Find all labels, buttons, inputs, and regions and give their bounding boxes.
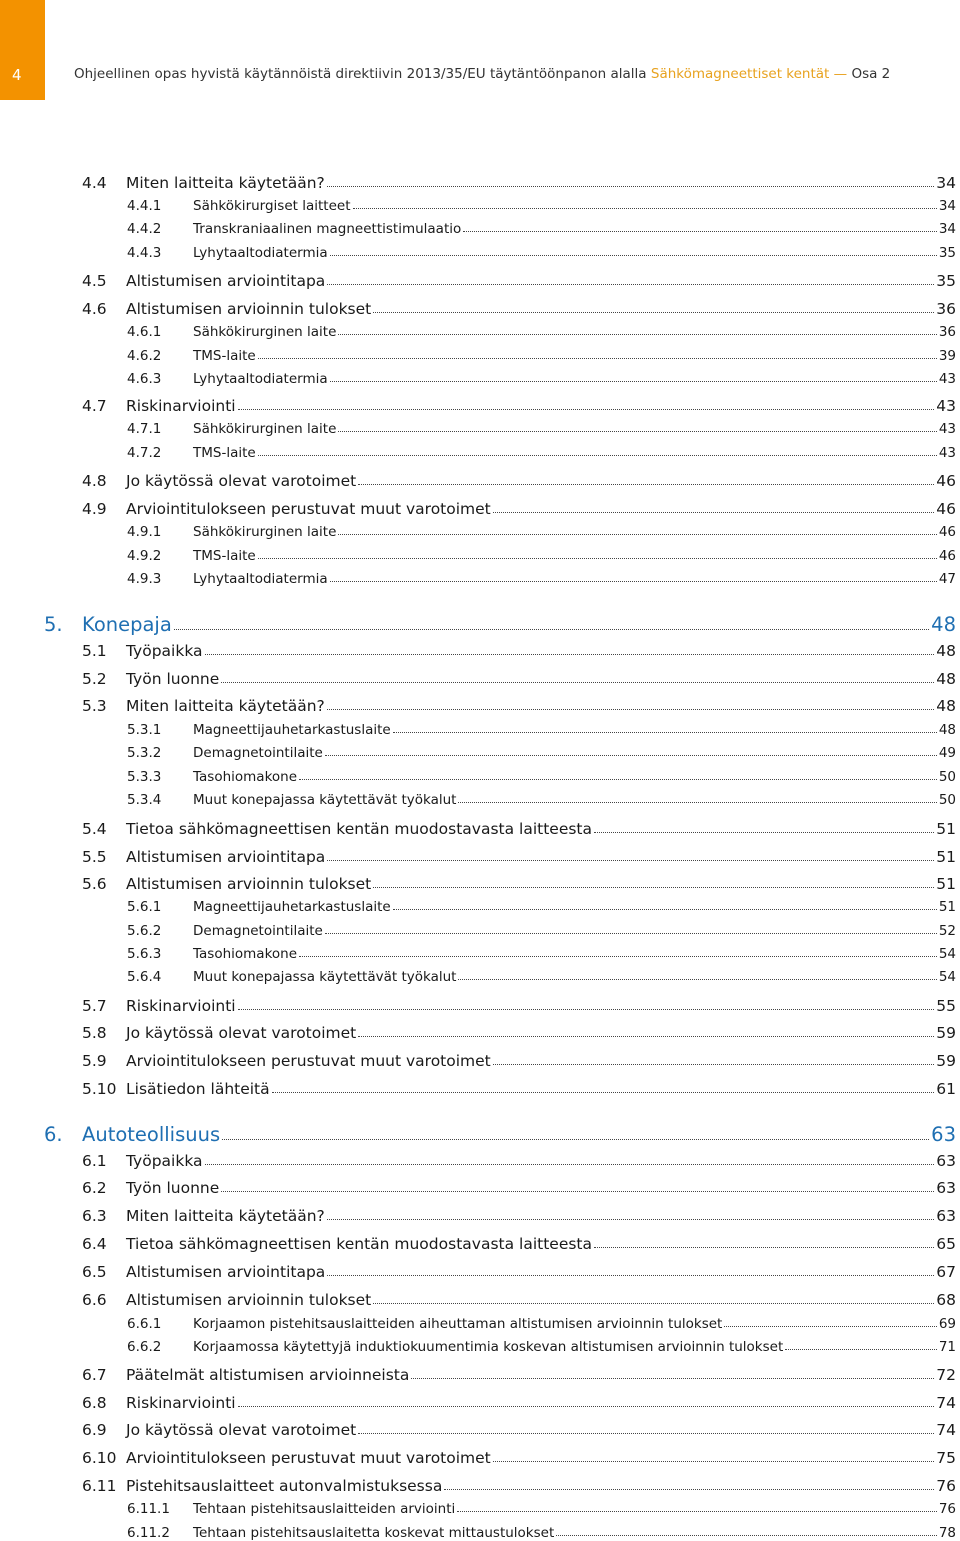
toc-dot-leader [258,556,937,560]
toc-entry[interactable] [82,1207,956,1225]
toc-dot-leader [299,777,937,781]
toc-entry[interactable] [82,875,956,893]
toc-entry-title: Lyhytaaltodiatermia [193,371,328,387]
toc-entry[interactable] [82,1449,956,1467]
toc-entry-number: 5.4 [82,820,107,838]
toc-entry-page: 48 [936,670,956,688]
toc-entry-title: Riskinarviointi [126,997,236,1015]
toc-dot-leader [457,1509,937,1513]
toc-entry[interactable] [127,245,956,261]
toc-entry-page: 51 [936,875,956,893]
toc-dot-leader [594,1244,934,1248]
toc-entry-number: 5.6.1 [127,899,162,915]
toc-entry[interactable] [127,923,956,939]
toc-entry[interactable] [82,1394,956,1412]
toc-dot-leader [258,356,937,360]
toc-entry-title: Jo käytössä olevat varotoimet [126,1421,357,1439]
toc-dot-leader [373,884,934,888]
toc-entry[interactable] [127,445,956,461]
toc-entry-title: Arviointitulokseen perustuvat muut varotoimet [126,1052,491,1070]
toc-entry[interactable] [127,1339,956,1355]
toc-dot-leader [393,907,937,911]
toc-dot-leader [594,829,934,833]
toc-entry-number: 6.5 [82,1263,107,1281]
toc-dot-leader [222,1135,929,1140]
toc-entry-title: Miten laitteita käytetään? [126,174,325,192]
toc-dot-leader [327,1272,934,1276]
toc-entry-title: TMS-laite [193,348,256,364]
toc-entry-page: 75 [936,1449,956,1467]
toc-dot-leader [373,1300,934,1304]
toc-entry[interactable] [82,1152,956,1170]
toc-dot-leader [221,1188,934,1192]
toc-entry[interactable] [127,1501,956,1517]
toc-entry-number: 4.4.3 [127,245,162,261]
toc-dot-leader [299,954,937,958]
toc-entry-number: 6.1 [82,1152,107,1170]
toc-dot-leader [327,1216,934,1220]
toc-entry-page: 63 [936,1179,956,1197]
toc-entry-page: 49 [938,745,956,761]
toc-dot-leader [358,1033,934,1037]
toc-entry-page: 34 [936,174,956,192]
toc-entry[interactable] [82,472,956,490]
toc-dot-leader [411,1375,934,1379]
toc-entry-number: 4.9 [82,500,107,518]
toc-entry-title: Tehtaan pistehitsauslaitteiden arviointi [193,1501,456,1517]
toc-entry-number: 6. [44,1123,63,1146]
toc-entry-title: Lyhytaaltodiatermia [193,245,328,261]
toc-entry-page: 59 [936,1024,956,1042]
toc-entry-number: 5.3.2 [127,745,162,761]
toc-entry-title: Altistumisen arvioinnin tulokset [126,300,372,318]
toc-entry-number: 6.8 [82,1394,107,1412]
page-number: 4 [12,66,22,84]
toc-entry-page: 48 [931,613,956,636]
toc-dot-leader [493,1061,935,1065]
toc-dot-leader [205,651,935,655]
toc-entry-title: Tietoa sähkömagneettisen kentän muodostavasta laitteesta [126,820,593,838]
toc-dot-leader [238,1403,935,1407]
toc-entry-number: 6.6.1 [127,1316,162,1332]
toc-dot-leader [338,332,936,336]
toc-dot-leader [325,931,937,935]
toc-entry-number: 6.3 [82,1207,107,1225]
toc-entry[interactable] [127,548,956,564]
toc-entry-title: Altistumisen arviointitapa [126,1263,326,1281]
toc-entry[interactable] [127,745,956,761]
toc-dot-leader [221,679,934,683]
toc-entry[interactable] [127,1525,956,1541]
toc-entry[interactable] [127,221,956,237]
toc-entry-title: Lyhytaaltodiatermia [193,571,328,587]
toc-entry-page: 34 [938,221,956,237]
toc-entry-page: 51 [936,848,956,866]
toc-entry-title: TMS-laite [193,445,256,461]
toc-entry-page: 51 [936,820,956,838]
toc-entry[interactable] [82,820,956,838]
toc-entry-page: 51 [938,899,956,915]
toc-entry-page: 48 [936,697,956,715]
toc-entry-title: Autoteollisuus [82,1123,221,1146]
toc-entry[interactable] [82,697,956,715]
toc-entry-number: 5.8 [82,1024,107,1042]
toc-entry-number: 5.10 [82,1080,117,1098]
toc-entry-title: Demagnetointilaite [193,745,323,761]
toc-dot-leader [327,281,934,285]
toc-entry-page: 54 [938,946,956,962]
toc-entry-title: Konepaja [82,613,172,636]
toc-entry-page: 50 [938,769,956,785]
toc-entry[interactable] [82,300,956,318]
toc-entry-number: 6.11.1 [127,1501,170,1517]
toc-entry-title: Altistumisen arvioinnin tulokset [126,1291,372,1309]
toc-entry-number: 6.2 [82,1179,107,1197]
toc-entry-page: 36 [938,324,956,340]
toc-entry-page: 52 [938,923,956,939]
toc-entry-title: Lisätiedon lähteitä [126,1080,270,1098]
toc-entry-page: 46 [936,500,956,518]
toc-entry[interactable] [82,272,956,290]
toc-dot-leader [458,977,936,981]
toc-dot-leader [393,730,937,734]
toc-entry-title: Miten laitteita käytetään? [126,1207,325,1225]
header-text: Ohjeellinen opas hyvistä käytännöistä direktiivin 2013/35/EU täytäntöönpanon alalla [74,66,647,82]
toc-entry-page: 74 [936,1421,956,1439]
toc-entry-title: Altistumisen arviointitapa [126,848,326,866]
toc-entry-page: 67 [936,1263,956,1281]
toc-entry[interactable] [127,722,956,738]
toc-entry[interactable] [127,571,956,587]
toc-entry-number: 6.4 [82,1235,107,1253]
toc-entry[interactable] [82,1080,956,1098]
toc-entry[interactable] [127,792,956,808]
toc-dot-leader [238,1006,935,1010]
toc-entry-page: 50 [938,792,956,808]
toc-dot-leader [338,429,936,433]
toc-entry-title: Riskinarviointi [126,1394,236,1412]
toc-entry-number: 5.6.4 [127,969,162,985]
toc-entry[interactable] [82,1052,956,1070]
toc-entry-page: 36 [936,300,956,318]
toc-entry-number: 5.3.1 [127,722,162,738]
toc-entry-title: Työpaikka [126,642,203,660]
toc-entry-number: 5.3 [82,697,107,715]
toc-entry-number: 4.9.1 [127,524,162,540]
toc-entry-page: 39 [938,348,956,364]
toc-entry-number: 4.7.1 [127,421,162,437]
toc-entry-page: 46 [938,548,956,564]
toc-entry-number: 5.6.3 [127,946,162,962]
toc-entry-number: 6.11 [82,1477,117,1495]
toc-entry-title: Pistehitsauslaitteet autonvalmistuksessa [126,1477,443,1495]
toc-entry-page: 46 [938,524,956,540]
toc-dot-leader [330,379,937,383]
toc-entry[interactable] [82,1366,956,1384]
toc-entry-title: Tehtaan pistehitsauslaitetta koskevat mittaustulokset [193,1525,555,1541]
toc-entry-page: 47 [938,571,956,587]
toc-entry-page: 59 [936,1052,956,1070]
toc-entry-number: 5. [44,613,63,636]
toc-entry-title: Riskinarviointi [126,397,236,415]
toc-dot-leader [353,206,937,210]
toc-entry-title: Korjaamon pistehitsauslaitteiden aiheuttaman altistumisen arvioinnin tulokset [193,1316,723,1332]
toc-dot-leader [330,579,937,583]
toc-entry-number: 4.6.1 [127,324,162,340]
toc-dot-leader [493,1458,935,1462]
toc-entry-title: Korjaamossa käytettyjä induktiokuumentimia koskevan altistumisen arvioinnin tulokset [193,1339,784,1355]
toc-entry-page: 43 [938,421,956,437]
toc-entry-title: Työpaikka [126,1152,203,1170]
toc-entry[interactable] [127,324,956,340]
toc-dot-leader [330,253,937,257]
toc-entry-page: 68 [936,1291,956,1309]
toc-entry-page: 63 [936,1207,956,1225]
toc-entry-page: 54 [938,969,956,985]
toc-entry-number: 6.6.2 [127,1339,162,1355]
toc-entry[interactable] [82,1291,956,1309]
toc-entry-page: 71 [938,1339,956,1355]
toc-entry-title: Työn luonne [126,670,220,688]
toc-entry[interactable] [44,1123,956,1146]
toc-dot-leader [272,1089,935,1093]
toc-entry-page: 63 [931,1123,956,1146]
toc-entry-title: Demagnetointilaite [193,923,323,939]
toc-entry[interactable] [82,1024,956,1042]
toc-entry-title: Miten laitteita käytetään? [126,697,325,715]
toc-entry-number: 4.7 [82,397,107,415]
toc-dot-leader [338,532,936,536]
toc-dot-leader [327,706,934,710]
toc-entry[interactable] [127,348,956,364]
toc-dot-leader [373,309,934,313]
toc-entry-title: Työn luonne [126,1179,220,1197]
toc-entry-number: 4.6 [82,300,107,318]
toc-entry-page: 35 [936,272,956,290]
toc-dot-leader [327,183,934,187]
toc-entry[interactable] [127,899,956,915]
toc-entry[interactable] [127,969,956,985]
toc-entry-number: 5.3.3 [127,769,162,785]
toc-entry-page: 35 [938,245,956,261]
toc-entry-title: Sähkökirurginen laite [193,324,337,340]
toc-entry-number: 5.3.4 [127,792,162,808]
toc-entry-page: 63 [936,1152,956,1170]
toc-entry[interactable] [82,1421,956,1439]
toc-entry-title: Sähkökirurginen laite [193,421,337,437]
header-accent: Sähkömagneettiset kentät [650,66,830,82]
toc-entry-title: Arviointitulokseen perustuvat muut varotoimet [126,1449,491,1467]
toc-entry-number: 4.8 [82,472,107,490]
toc-entry-number: 5.1 [82,642,107,660]
toc-entry-number: 6.7 [82,1366,107,1384]
toc-entry[interactable] [127,524,956,540]
toc-entry-title: Sähkökirurgiset laitteet [193,198,351,214]
toc-entry[interactable] [82,174,956,192]
toc-entry[interactable] [127,198,956,214]
toc-entry-page: 48 [938,722,956,738]
toc-entry-page: 65 [936,1235,956,1253]
toc-entry-page: 48 [936,642,956,660]
toc-entry-page: 43 [938,445,956,461]
toc-entry[interactable] [127,421,956,437]
toc-entry-title: Muut konepajassa käytettävät työkalut [193,792,457,808]
toc-entry-page: 74 [936,1394,956,1412]
toc-entry-number: 4.5 [82,272,107,290]
running-header [74,66,890,82]
toc-entry-page: 34 [938,198,956,214]
toc-entry-number: 6.10 [82,1449,117,1467]
toc-entry-page: 61 [936,1080,956,1098]
toc-dot-leader [358,1430,934,1434]
toc-entry-title: Muut konepajassa käytettävät työkalut [193,969,457,985]
toc-entry-number: 4.4 [82,174,107,192]
toc-dot-leader [493,509,935,513]
toc-entry-title: Transkraniaalinen magneettistimulaatio [193,221,462,237]
toc-entry-number: 5.7 [82,997,107,1015]
toc-entry[interactable] [127,769,956,785]
toc-dot-leader [724,1324,936,1328]
toc-entry-page: 72 [936,1366,956,1384]
toc-entry-title: Jo käytössä olevat varotoimet [126,472,357,490]
toc-entry[interactable] [82,997,956,1015]
toc-dot-leader [174,625,929,630]
toc-entry[interactable] [44,613,956,636]
toc-entry-number: 4.9.2 [127,548,162,564]
toc-entry-number: 5.2 [82,670,107,688]
toc-entry[interactable] [82,1263,956,1281]
toc-entry-page: 78 [938,1525,956,1541]
toc-entry-number: 4.9.3 [127,571,162,587]
toc-dot-leader [785,1347,937,1351]
toc-entry[interactable] [127,371,956,387]
toc-entry[interactable] [127,946,956,962]
toc-dot-leader [444,1486,934,1490]
toc-entry-number: 4.4.1 [127,198,162,214]
toc-dot-leader [463,229,937,233]
toc-dot-leader [358,481,934,485]
toc-entry-title: Jo käytössä olevat varotoimet [126,1024,357,1042]
toc-dot-leader [327,857,934,861]
toc-entry-title: Altistumisen arvioinnin tulokset [126,875,372,893]
toc-entry[interactable] [82,670,956,688]
header-part: Osa 2 [851,66,891,82]
toc-entry-page: 43 [936,397,956,415]
toc-entry-title: Arviointitulokseen perustuvat muut varotoimet [126,500,491,518]
toc-entry-number: 5.5 [82,848,107,866]
toc-entry-number: 4.6.2 [127,348,162,364]
toc-entry-page: 43 [938,371,956,387]
toc-dot-leader [205,1161,935,1165]
toc-entry-number: 4.4.2 [127,221,162,237]
page-number-tab [0,0,45,100]
toc-entry-page: 76 [938,1501,956,1517]
toc-entry-title: Tasohiomakone [193,946,298,962]
header-dash: — [833,66,848,82]
toc-dot-leader [238,406,935,410]
toc-entry-title: Tietoa sähkömagneettisen kentän muodostavasta laitteesta [126,1235,593,1253]
toc-entry-page: 55 [936,997,956,1015]
toc-entry[interactable] [82,848,956,866]
toc-entry-title: TMS-laite [193,548,256,564]
toc-entry-number: 4.7.2 [127,445,162,461]
toc-dot-leader [458,800,936,804]
toc-entry-number: 5.6 [82,875,107,893]
toc-entry-number: 5.6.2 [127,923,162,939]
toc-entry-number: 6.11.2 [127,1525,170,1541]
toc-entry-title: Magneettijauhetarkastuslaite [193,899,391,915]
toc-entry[interactable] [82,397,956,415]
toc-dot-leader [325,753,937,757]
toc-entry-page: 76 [936,1477,956,1495]
toc-entry[interactable] [82,1477,956,1495]
toc-entry[interactable] [82,1235,956,1253]
toc-entry[interactable] [82,642,956,660]
toc-entry-number: 5.9 [82,1052,107,1070]
toc-entry[interactable] [127,1316,956,1332]
toc-entry-title: Tasohiomakone [193,769,298,785]
toc-entry-number: 6.9 [82,1421,107,1439]
toc-entry-title: Magneettijauhetarkastuslaite [193,722,391,738]
toc-entry-title: Altistumisen arviointitapa [126,272,326,290]
toc-entry-title: Päätelmät altistumisen arvioinneista [126,1366,410,1384]
toc-entry[interactable] [82,500,956,518]
toc-entry-page: 46 [936,472,956,490]
toc-entry-number: 6.6 [82,1291,107,1309]
toc-entry-number: 4.6.3 [127,371,162,387]
toc-dot-leader [258,453,937,457]
toc-entry-title: Sähkökirurginen laite [193,524,337,540]
toc-entry-page: 69 [938,1316,956,1332]
toc-entry[interactable] [82,1179,956,1197]
